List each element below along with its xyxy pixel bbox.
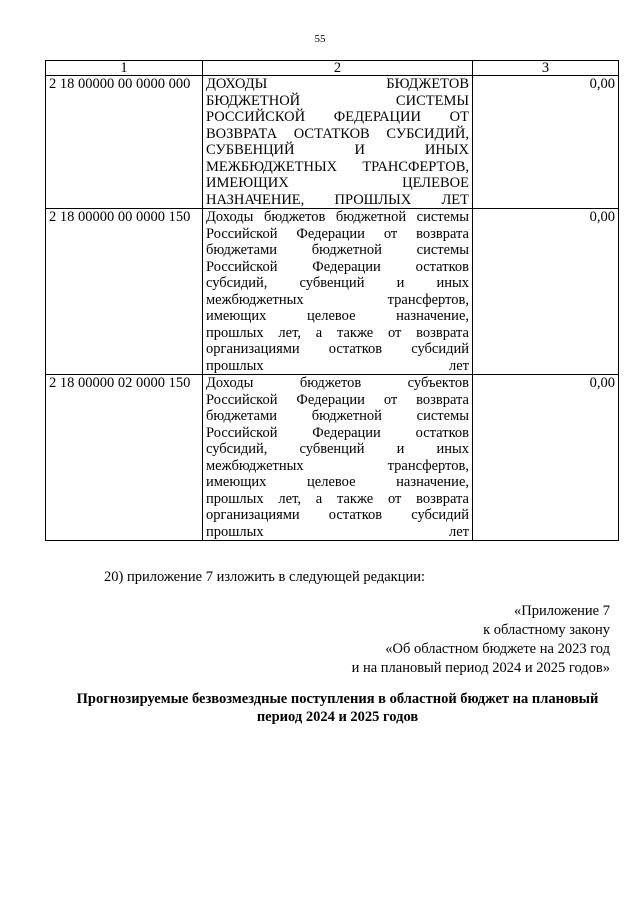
row-name-text: Доходы бюджетов субъектов <box>206 375 469 391</box>
row-name-text: Российской Федерации от возврата <box>206 391 469 408</box>
row-name-text: прошлых лет <box>206 357 469 374</box>
row-name-text: Российской Федерации остатков <box>206 424 469 441</box>
appendix-line: к областному закону <box>483 622 610 638</box>
row-name <box>203 209 473 375</box>
row-name-text: СУБВЕНЦИЙ И ИНЫХ <box>206 142 469 158</box>
row-code: 2 18 00000 00 0000 000 <box>46 76 203 209</box>
column-header-amount: 3 <box>473 61 619 76</box>
row-name-text: субсидий, субвенций и иных <box>206 441 469 457</box>
row-name-text: межбюджетных трансфертов, <box>206 457 469 474</box>
row-name-text: Российской Федерации остатков <box>206 258 469 275</box>
row-name-text: НАЗНАЧЕНИЕ, ПРОШЛЫХ ЛЕТ <box>206 191 469 208</box>
row-name-text: имеющих целевое назначение, <box>206 474 469 490</box>
row-name-text: ДОХОДЫ БЮДЖЕТОВ <box>206 76 469 92</box>
heading-line: Прогнозируемые безвозмездные поступления в областной бюджет на плановый <box>76 691 599 707</box>
row-name-text: Российской Федерации от возврата <box>206 225 469 242</box>
amendment-text: 20) приложение 7 изложить в следующей редакции: <box>104 569 426 585</box>
table-row <box>46 76 619 209</box>
budget-table <box>45 60 619 541</box>
row-name-text: прошлых лет, а также от возврата <box>206 324 469 341</box>
row-name-text: прошлых лет, а также от возврата <box>206 490 469 507</box>
row-name <box>203 375 473 541</box>
page-number: 55 <box>314 33 326 45</box>
row-name-text: Доходы бюджетов бюджетной системы <box>206 209 469 225</box>
row-name-text: организациями остатков субсидий <box>206 341 469 357</box>
row-code: 2 18 00000 00 0000 150 <box>46 209 203 375</box>
appendix-reference <box>352 602 610 678</box>
row-name-text: имеющих целевое назначение, <box>206 308 469 324</box>
table-header-row <box>46 61 619 76</box>
row-name-text: БЮДЖЕТНОЙ СИСТЕМЫ <box>206 92 469 109</box>
row-amount: 0,00 <box>473 76 619 209</box>
row-amount: 0,00 <box>473 209 619 375</box>
heading-line: период 2024 и 2025 годов <box>256 709 419 725</box>
table-row <box>46 375 619 541</box>
table-row <box>46 209 619 375</box>
row-name-text: межбюджетных трансфертов, <box>206 291 469 308</box>
row-name <box>203 76 473 209</box>
row-name-text: МЕЖБЮДЖЕТНЫХ ТРАНСФЕРТОВ, <box>206 158 469 175</box>
appendix-line: и на плановый период 2024 и 2025 годов» <box>351 660 610 676</box>
column-header-name: 2 <box>203 61 473 76</box>
row-name-text: прошлых лет <box>206 523 469 540</box>
column-header-code: 1 <box>46 61 203 76</box>
row-name-text: бюджетами бюджетной системы <box>206 408 469 424</box>
row-name-text: организациями остатков субсидий <box>206 507 469 523</box>
appendix-line: «Об областном бюджете на 2023 год <box>385 641 610 657</box>
appendix-line: «Приложение 7 <box>514 603 610 619</box>
section-heading <box>60 690 615 726</box>
row-name-text: ИМЕЮЩИХ ЦЕЛЕВОЕ <box>206 175 469 191</box>
row-code: 2 18 00000 02 0000 150 <box>46 375 203 541</box>
row-name-text: субсидий, субвенций и иных <box>206 275 469 291</box>
row-name-text: ВОЗВРАТА ОСТАТКОВ СУБСИДИЙ, <box>206 125 469 142</box>
row-amount: 0,00 <box>473 375 619 541</box>
row-name-text: РОССИЙСКОЙ ФЕДЕРАЦИИ ОТ <box>206 109 469 125</box>
row-name-text: бюджетами бюджетной системы <box>206 242 469 258</box>
